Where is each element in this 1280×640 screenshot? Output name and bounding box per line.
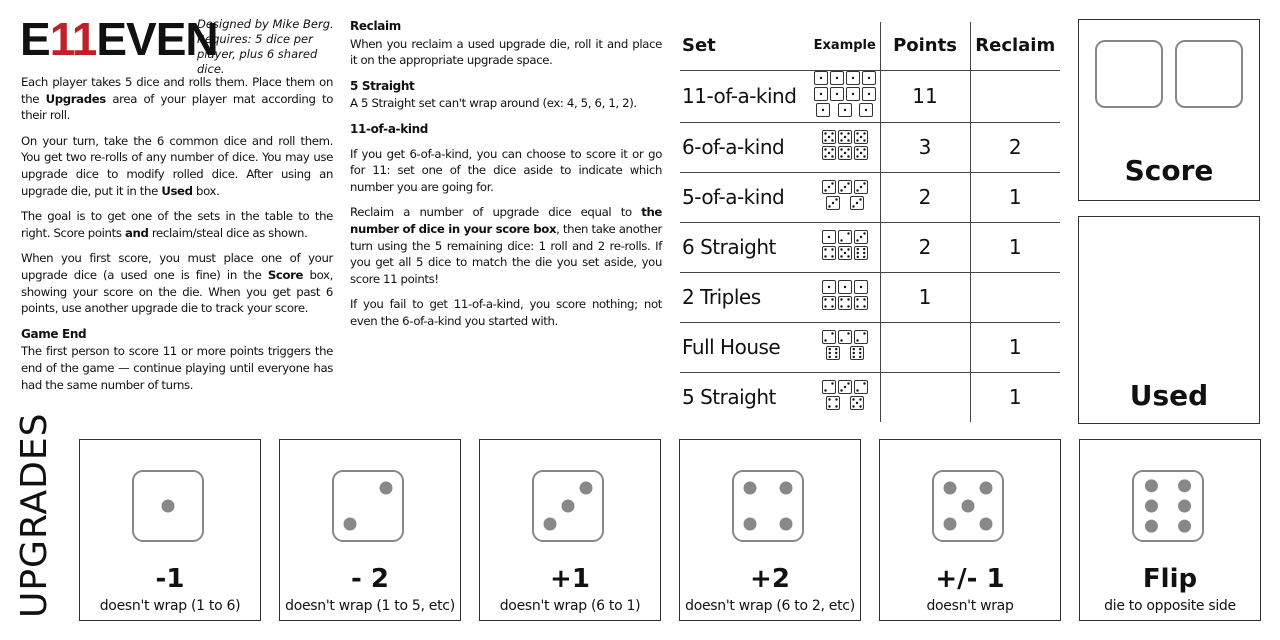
pip [1178,520,1191,533]
upgrade-space [279,439,461,621]
pip [980,482,993,495]
pip [844,135,846,137]
set-points [880,322,970,372]
pip [859,405,861,407]
pip [836,92,838,94]
pip [856,339,858,341]
die-face-2-icon [838,230,852,244]
pip [847,332,849,334]
die-face-1-icon [816,103,830,117]
upgrade-space [479,439,661,621]
die-face-1-icon [862,71,876,85]
pip [162,500,175,513]
heading-11-of-a-kind: 11-of-a-kind [350,121,429,136]
set-reclaim [970,272,1060,322]
die-face-1-icon [814,71,828,85]
example-dice [822,280,868,312]
set-name: 6-of-a-kind [680,122,810,172]
pip [852,92,854,94]
used-label: Used [1129,379,1209,412]
pip [831,148,833,150]
pip [835,198,837,200]
example-dice [822,180,868,212]
die-face-1-icon [838,280,852,294]
pip [824,389,826,391]
pip [859,351,861,353]
example-dice [822,330,868,362]
pip [852,347,854,349]
pip [828,151,830,153]
set-reclaim: 1 [970,222,1060,272]
pip [828,135,830,137]
pip [580,482,593,495]
pip [863,298,865,300]
set-name: Full House [680,322,810,372]
die-face-1-icon [132,470,204,542]
upgrade-label: +1 [550,564,590,594]
pip [840,255,842,257]
die-face-5-icon [932,470,1004,542]
pip [828,398,830,400]
pip [840,305,842,307]
pip [824,155,826,157]
pip [962,500,975,513]
pip [824,148,826,150]
pip [844,108,846,110]
pip [863,382,865,384]
pip [860,235,862,237]
pip [820,76,822,78]
pip [860,135,862,137]
rule-setup: Each player takes 5 dice and rolls them. Place them on the Upgrades area of your player mat according to their roll. [21,75,333,123]
pip [856,239,858,241]
die-face-6-icon [1132,470,1204,542]
pip [840,339,842,341]
upgrade-description: doesn't wrap (1 to 6) [99,598,241,614]
rule-11-reclaim: Reclaim a number of upgrade dice equal to the number of dice in your score box, then take another turn using the 5 remaining dice: 1 roll and 2 re-rolls. If you get all 5 dice to match the die you set aside, you score 11 points! [350,205,663,286]
set-points: 1 [880,272,970,322]
example-dice [822,230,868,262]
header-set: Set [680,22,810,70]
sets-table [680,22,1060,422]
upgrade-description: doesn't wrap (6 to 1) [499,598,641,614]
used-box [1078,216,1260,424]
pip [856,255,858,257]
upgrade-space [679,439,861,621]
pip [828,351,830,353]
pip [856,247,858,249]
set-name: 11-of-a-kind [680,70,810,122]
die-face-4-icon [854,296,868,310]
header-example: Example [810,22,880,70]
set-name: 2 Triples [680,272,810,322]
set-row [680,122,1060,172]
pip [1178,479,1191,492]
die-face-3-icon [850,196,864,210]
pip [847,382,849,384]
pip [844,386,846,388]
pip [844,185,846,187]
pip [840,239,842,241]
pip [831,155,833,157]
pip [828,405,830,407]
die-face-6-icon [826,346,840,360]
pip [856,189,858,191]
set-reclaim: 2 [970,122,1060,172]
die-face-1-icon [822,280,836,294]
pip [828,205,830,207]
pip [824,255,826,257]
die-face-5-icon [850,396,864,410]
die-face-5-icon [838,246,852,260]
die-face-3-icon [822,180,836,194]
pip [863,232,865,234]
pip [980,518,993,531]
pip [824,248,826,250]
pip [847,139,849,141]
die-face-1-icon [822,230,836,244]
die-face-1-icon [846,87,860,101]
pip [863,305,865,307]
pip [847,148,849,150]
set-row [680,372,1060,422]
pip [835,355,837,357]
pip [856,251,858,253]
pip [344,518,357,531]
pip [1145,479,1158,492]
pip [856,132,858,134]
upgrade-label: +/- 1 [935,564,1005,594]
die-face-1-icon [838,103,852,117]
heading-5-straight: 5 Straight [350,78,415,93]
upgrade-label: +2 [750,564,790,594]
upgrade-label: -1 [155,564,185,594]
die-face-3-icon [854,230,868,244]
game-logo: E11EVEN [20,13,218,65]
die-face-1-icon [814,87,828,101]
pip [863,255,865,257]
pip [863,139,865,141]
rules-column-right [350,18,662,339]
pip [1145,500,1158,513]
pip [824,189,826,191]
pip [944,482,957,495]
pip [840,132,842,134]
pip [863,332,865,334]
pip [847,255,849,257]
die-face-4-icon [826,396,840,410]
pip [840,189,842,191]
pip [824,132,826,134]
set-reclaim: 1 [970,372,1060,422]
die-face-1-icon [846,71,860,85]
die-face-1-icon [830,87,844,101]
pip [863,247,865,249]
example-dice [822,380,868,412]
example-dice [814,71,876,119]
set-row [680,222,1060,272]
set-points: 2 [880,172,970,222]
rule-goal: The goal is to get one of the sets in the table to the right. Score points and reclaim/steal dice as shown. [21,209,333,240]
die-face-3-icon [532,470,604,542]
pip [828,347,830,349]
pip [831,248,833,250]
pip [831,132,833,134]
pip [859,398,861,400]
pip [852,76,854,78]
pip [780,518,793,531]
die-face-3-icon [838,180,852,194]
die-face-5-icon [822,146,836,160]
die-face-3-icon [854,180,868,194]
set-row [680,172,1060,222]
pip [847,298,849,300]
set-example [810,372,880,422]
upgrade-description: doesn't wrap (6 to 2, etc) [685,598,855,614]
pip [859,347,861,349]
score-label: Score [1124,154,1214,187]
die-face-1-icon [862,87,876,101]
pip [840,148,842,150]
pip [840,139,842,141]
pip [1145,520,1158,533]
die-face-3-icon [826,196,840,210]
pip [852,355,854,357]
die-face-4-icon [732,470,804,542]
pip [744,518,757,531]
rule-11-fail: If you fail to get 11-of-a-kind, you score nothing; not even the 6-of-a-kind you started with. [350,297,662,328]
die-face-4-icon [822,296,836,310]
die-face-5-icon [854,146,868,160]
pip [852,205,854,207]
heading-game-end: Game End [21,326,87,341]
rule-game-end: The first person to score 11 or more points triggers the end of the game — continue playing until everyone has had the same number of turns. [21,344,333,392]
die-face-5-icon [838,146,852,160]
pip [828,355,830,357]
pip [863,148,865,150]
pip [780,482,793,495]
set-name: 6 Straight [680,222,810,272]
die-face-2-icon [822,330,836,344]
set-reclaim: 1 [970,172,1060,222]
score-slot [1175,40,1243,108]
upgrade-space [79,439,261,621]
pip [844,285,846,287]
pip [844,151,846,153]
pip [944,518,957,531]
pip [868,76,870,78]
score-slot [1095,40,1163,108]
pip [840,298,842,300]
pip [835,347,837,349]
pip [863,132,865,134]
die-face-1-icon [859,103,873,117]
header-points: Points [880,22,970,70]
pip [856,148,858,150]
die-face-2-icon [854,380,868,394]
pip [824,339,826,341]
die-face-5-icon [838,130,852,144]
pip [856,389,858,391]
pip [860,185,862,187]
die-face-4-icon [822,246,836,260]
pip [863,155,865,157]
die-face-3-icon [838,380,852,394]
die-face-2-icon [822,380,836,394]
pip [847,232,849,234]
pip [856,298,858,300]
pip [828,185,830,187]
pip [852,351,854,353]
pip [835,398,837,400]
pip [859,355,861,357]
die-face-1-icon [854,280,868,294]
set-points: 11 [880,70,970,122]
set-example [810,70,880,122]
pip [831,382,833,384]
upgrade-space [1079,439,1261,621]
die-face-2-icon [854,330,868,344]
pip [824,305,826,307]
pip [865,108,867,110]
die-face-5-icon [822,130,836,144]
pip [831,139,833,141]
pip [380,482,393,495]
set-points: 3 [880,122,970,172]
pip [847,132,849,134]
upgrade-space [879,439,1061,621]
rule-scoring: When you first score, you must place one of your upgrade dice (a used one is fine) in the Score box, showing your score on the die. When you get past 6 points, use another upgrade die to track your score. [21,251,333,316]
score-box [1078,19,1260,201]
pip [828,235,830,237]
pip [828,285,830,287]
pip [835,405,837,407]
example-dice [822,130,868,162]
pip [744,482,757,495]
designer-credit: Designed by Mike Berg. Requires: 5 dice per player, plus 6 shared dice. [197,17,334,76]
pip [831,298,833,300]
header-reclaim: Reclaim [970,22,1060,70]
pip [822,108,824,110]
die-face-2-icon [332,470,404,542]
pip [820,92,822,94]
set-points [880,372,970,422]
pip [840,248,842,250]
pip [836,76,838,78]
pip [847,248,849,250]
upgrades-title: UPGRADES [14,412,55,618]
die-face-6-icon [850,346,864,360]
rule-reclaim: When you reclaim a used upgrade die, roll it and place it on the appropriate upgrade space. [350,36,662,68]
set-example [810,272,880,322]
pip [863,182,865,184]
set-points: 2 [880,222,970,272]
pip [835,351,837,353]
pip [847,182,849,184]
set-reclaim [970,70,1060,122]
rule-turn: On your turn, take the 6 common dice and roll them. You get two re-rolls of any number of dice. You may use upgrade dice to modify rolled dice. After using an upgrade die, put it in the Used box. [21,133,333,198]
set-row [680,70,1060,122]
pip [856,402,858,404]
set-example [810,322,880,372]
pip [856,201,858,203]
upgrade-description: die to opposite side [1104,598,1236,614]
die-face-1-icon [830,71,844,85]
pip [831,332,833,334]
pip [860,285,862,287]
rule-5-straight: A 5 Straight set can't wrap around (ex: 4, 5, 6, 1, 2). [350,96,637,111]
upgrade-label: - 2 [351,564,389,594]
die-face-2-icon [838,330,852,344]
set-name: 5 Straight [682,385,776,410]
pip [852,405,854,407]
pip [831,182,833,184]
upgrade-label: Flip [1142,564,1198,594]
heading-reclaim: Reclaim [350,19,401,33]
set-example [810,122,880,172]
pip [562,500,575,513]
rules-column-left [21,74,333,402]
set-row [680,272,1060,322]
set-row [680,322,1060,372]
pip [863,251,865,253]
pip [856,155,858,157]
pip [832,201,834,203]
pip [856,305,858,307]
die-face-4-icon [838,296,852,310]
pip [831,255,833,257]
die-face-5-icon [854,130,868,144]
pip [847,155,849,157]
pip [1178,500,1191,513]
die-face-6-icon [854,246,868,260]
pip [824,298,826,300]
pip [868,92,870,94]
pip [847,305,849,307]
pip [844,251,846,253]
set-example [810,172,880,222]
rule-11-intro: If you get 6-of-a-kind, you can choose to score it or go for 11: set one of the dice aside to indicate which number you are going for. [350,146,662,194]
pip [852,398,854,400]
upgrade-description: doesn't wrap (1 to 5, etc) [285,598,455,614]
pip [831,305,833,307]
set-example [810,222,880,272]
pip [856,139,858,141]
pip [840,155,842,157]
set-name: 5-of-a-kind [680,172,810,222]
pip [824,139,826,141]
pip [859,198,861,200]
pip [860,151,862,153]
pip [840,389,842,391]
upgrade-description: doesn't wrap [926,598,1014,614]
set-reclaim: 1 [970,322,1060,372]
pip [544,518,557,531]
